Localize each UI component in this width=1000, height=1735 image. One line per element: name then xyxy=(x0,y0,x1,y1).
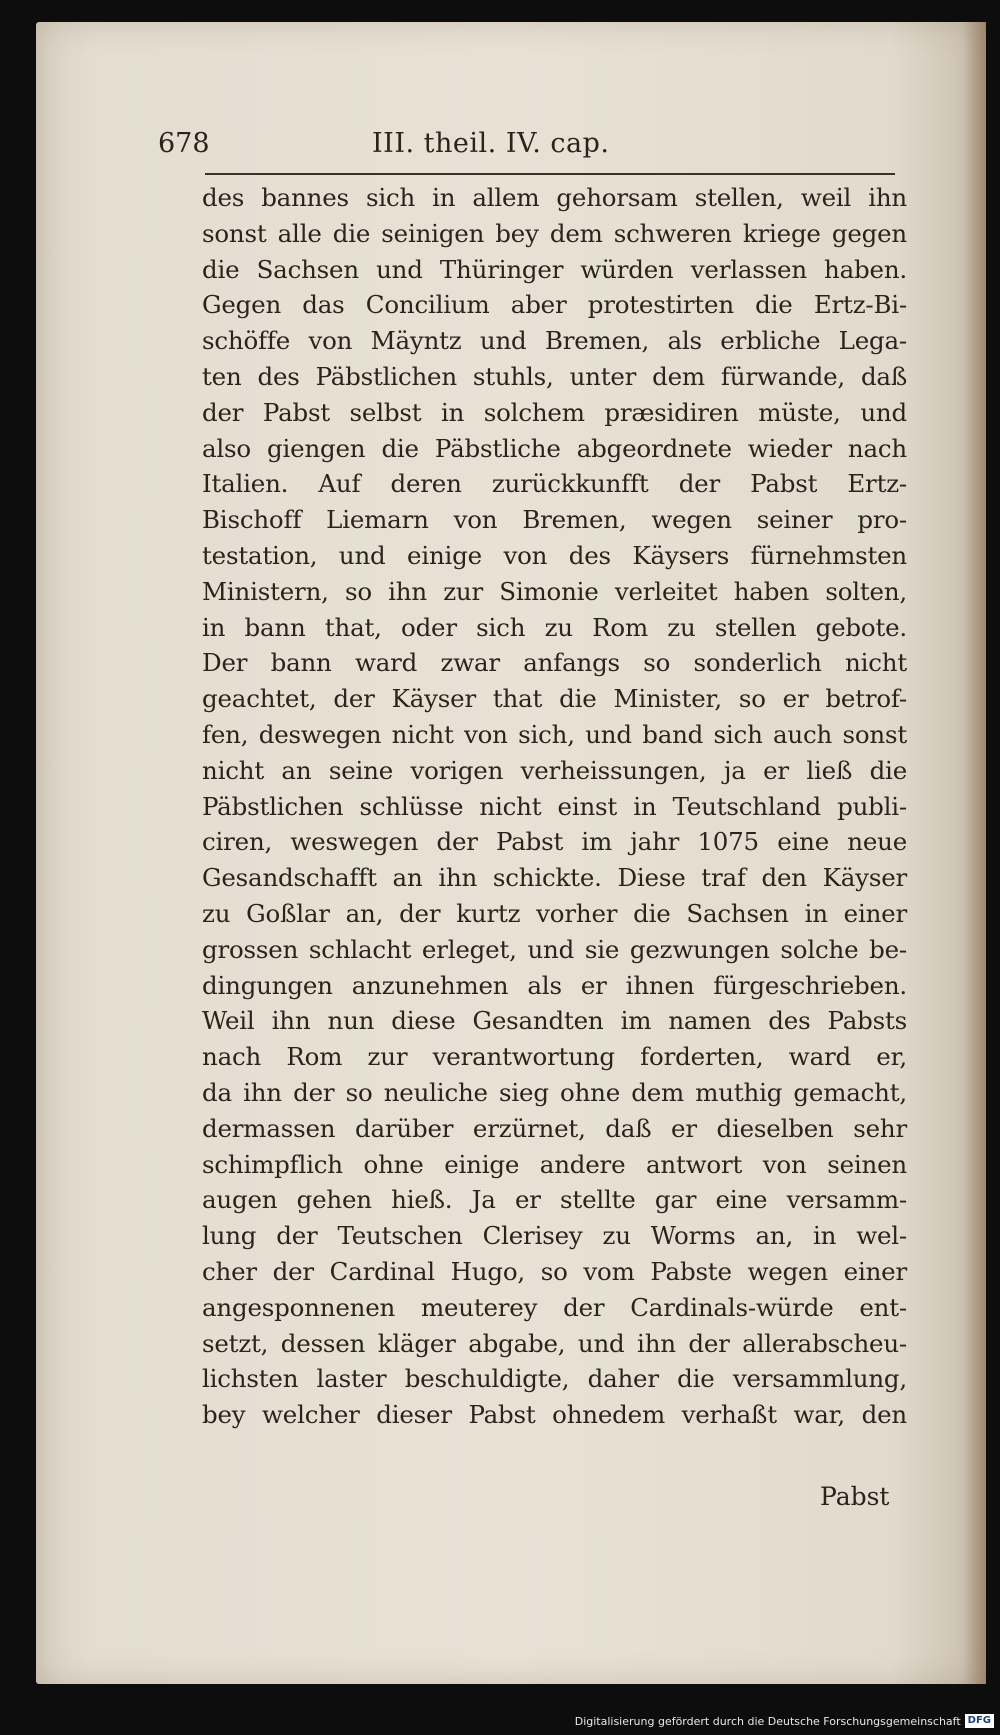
text-line: grossen schlacht erleget, und sie gezwungen solche be- xyxy=(202,934,907,964)
text-line: geachtet, der Käyser that die Minister, so er betrof- xyxy=(202,684,907,714)
body-text xyxy=(202,180,907,1433)
text-line: bey welcher dieser Pabst ohnedem verhaßt war, den xyxy=(202,1400,907,1430)
text-line: in bann that, oder sich zu Rom zu stellen gebote. xyxy=(202,612,907,642)
dfg-footer xyxy=(575,1711,994,1731)
text-line: setzt, dessen kläger abgabe, und ihn der allerabscheu- xyxy=(202,1328,907,1358)
text-line: augen gehen hieß. Ja er stellte gar eine versamm- xyxy=(202,1185,907,1215)
text-line: nach Rom zur verantwortung forderten, ward er, xyxy=(202,1042,907,1072)
text-line: lung der Teutschen Clerisey zu Worms an, in wel- xyxy=(202,1221,907,1251)
text-line: des bannes sich in allem gehorsam stellen, weil ihn xyxy=(202,183,907,212)
page-edge-shadow xyxy=(964,22,986,1684)
text-line: da ihn der so neuliche sieg ohne dem muthig gemacht, xyxy=(202,1077,907,1107)
text-line: der Pabst selbst in solchem præsidiren müste, und xyxy=(202,397,907,427)
text-line: angesponnenen meuterey der Cardinals-würde ent- xyxy=(202,1292,907,1322)
header-rule xyxy=(205,173,895,175)
page-header xyxy=(158,128,918,168)
text-line: dingungen anzunehmen als er ihnen fürgeschrieben. xyxy=(202,970,907,1000)
text-line: testation, und einige von des Käysers fürnehmsten xyxy=(202,540,907,570)
text-line: cher der Cardinal Hugo, so vom Pabste wegen einer xyxy=(202,1256,907,1286)
dfg-logo: DFG xyxy=(965,1714,994,1728)
text-line: Gesandschafft an ihn schickte. Diese traf den Käyser xyxy=(202,863,907,893)
text-line: sonst alle die seinigen bey dem schweren kriege gegen xyxy=(202,218,907,248)
text-line: Ministern, so ihn zur Simonie verleitet haben solten, xyxy=(202,576,907,606)
text-line: schimpflich ohne einige andere antwort von seinen xyxy=(202,1149,907,1179)
text-line: die Sachsen und Thüringer würden verlassen haben. xyxy=(202,254,907,284)
text-line: schöffe von Mäyntz und Bremen, als erbliche Lega- xyxy=(202,326,907,356)
text-line: Gegen das Concilium aber protestirten die Ertz-Bi- xyxy=(202,290,907,320)
dfg-credit-text: Digitalisierung gefördert durch die Deutsche Forschungsgemeinschaft xyxy=(574,1714,961,1728)
running-head: III. theil. IV. cap. xyxy=(372,128,610,159)
text-line: also giengen die Päbstliche abgeordnete wieder nach xyxy=(202,433,907,463)
page-number: 678 xyxy=(158,128,210,159)
text-line: Der bann ward zwar anfangs so sonderlich nicht xyxy=(202,648,907,678)
text-line: ciren, weswegen der Pabst im jahr 1075 eine neue xyxy=(202,827,907,857)
text-line: zu Goßlar an, der kurtz vorher die Sachsen in einer xyxy=(202,898,907,928)
text-line: ten des Päbstlichen stuhls, unter dem fürwande, daß xyxy=(202,361,907,391)
text-line: fen, deswegen nicht von sich, und band sich auch sonst xyxy=(202,719,907,749)
text-line: Weil ihn nun diese Gesandten im namen des Pabsts xyxy=(202,1006,907,1036)
text-line: Päbstlichen schlüsse nicht einst in Teutschland publi- xyxy=(202,791,907,821)
text-line: Bischoff Liemarn von Bremen, wegen seiner pro- xyxy=(202,505,907,535)
text-line: Italien. Auf deren zurückkunfft der Pabst Ertz- xyxy=(202,469,907,499)
text-line: nicht an seine vorigen verheissungen, ja er ließ die xyxy=(202,755,907,785)
catchword: Pabst xyxy=(820,1482,890,1511)
text-line: lichsten laster beschuldigte, daher die versammlung, xyxy=(202,1364,907,1394)
text-line: dermassen darüber erzürnet, daß er dieselben sehr xyxy=(202,1113,907,1143)
